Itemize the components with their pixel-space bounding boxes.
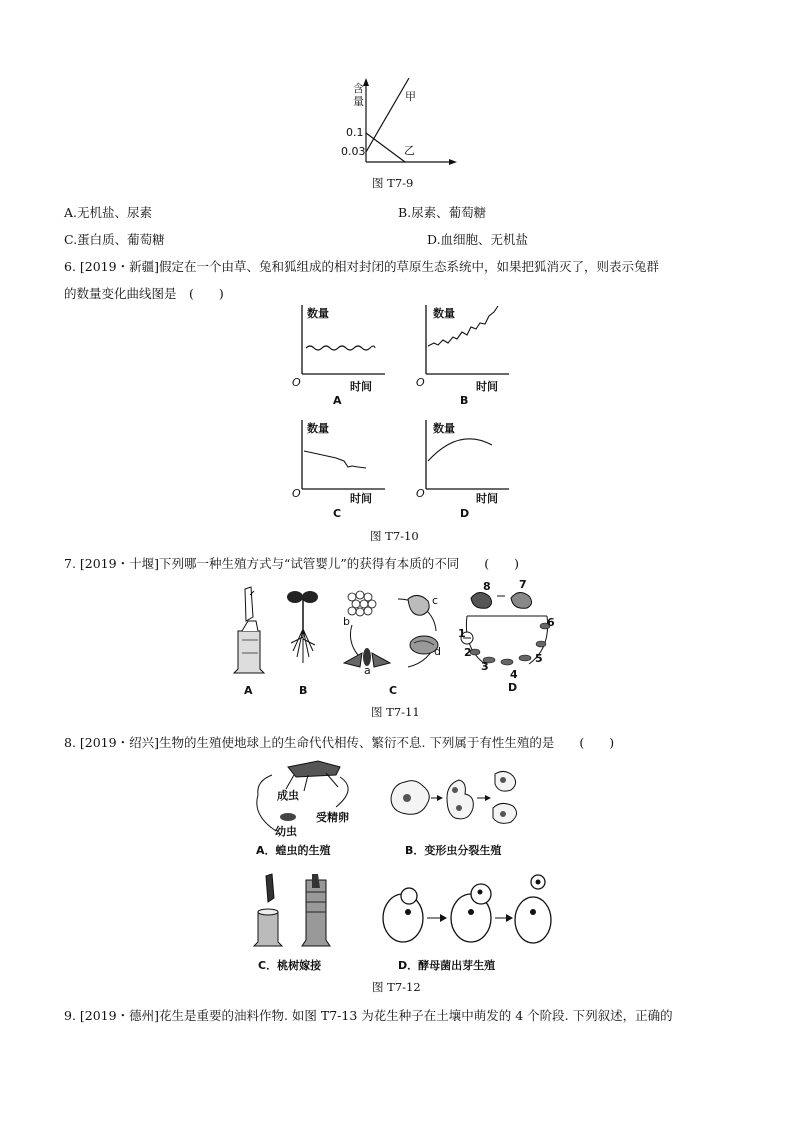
q8-label-adult: 成虫 (277, 789, 299, 802)
q6-label-c: C (333, 507, 342, 520)
q7-label-a: A (244, 684, 253, 697)
q8-label-egg: 受精卵 (316, 811, 349, 824)
q6-c-origin: O (292, 487, 301, 500)
q7-figure-a-grafting[interactable] (230, 585, 270, 677)
q5-option-b[interactable]: B.尿素、葡萄糖 (398, 205, 487, 220)
y-tick-high: 0.1 (346, 126, 364, 139)
q6-c-ylabel: 数量 (307, 422, 329, 435)
q7-c-mark-c: c (432, 594, 439, 607)
q6-a-xlabel: 时间 (350, 380, 372, 393)
q6-graph-b[interactable] (414, 300, 514, 380)
q6-d-ylabel: 数量 (433, 422, 455, 435)
q7-label-c: C (389, 684, 398, 697)
q6-a-origin: O (292, 376, 301, 389)
q7-d-mark-3: 3 (481, 660, 489, 673)
figure-caption-t7-9: 图 T7-9 (372, 176, 414, 190)
q7-d-mark-4: 4 (510, 668, 518, 681)
q5-option-a[interactable]: A.无机盐、尿素 (64, 205, 153, 220)
q6-graph-a[interactable] (290, 300, 390, 380)
q6-label-a: A (333, 394, 342, 407)
q8-figure-b-amoeba-division[interactable] (385, 768, 525, 830)
question-6-line-2: 的数量变化曲线图是 ( ) (64, 286, 224, 301)
q6-c-xlabel: 时间 (350, 492, 372, 505)
series-yi-label: 乙 (404, 144, 415, 157)
q5-option-d[interactable]: D.血细胞、无机盐 (427, 232, 529, 247)
figure-caption-t7-11: 图 T7-11 (371, 705, 420, 719)
q8-option-b[interactable]: B．变形虫分裂生殖 (405, 844, 502, 857)
q7-d-mark-2: 2 (464, 646, 472, 659)
q7-c-mark-b: b (343, 615, 350, 628)
q6-b-xlabel: 时间 (476, 380, 498, 393)
q7-c-mark-d: d (434, 645, 441, 658)
q8-option-d[interactable]: D．酵母菌出芽生殖 (398, 959, 496, 972)
q7-label-d: D (508, 681, 518, 694)
q7-d-mark-5: 5 (535, 652, 543, 665)
q7-c-mark-a: a (364, 664, 371, 677)
q8-figure-a-locust-cycle[interactable] (248, 755, 363, 840)
question-7: 7. [2019・十堰]下列哪一种生殖方式与“试管婴儿”的获得有本质的不同 ( ) (64, 556, 520, 571)
question-9: 9. [2019・德州]花生是重要的油料作物. 如图 T7-13 为花生种子在土壤中萌发的 4 个阶段. 下列叙述，正确的 (64, 1008, 673, 1023)
q6-label-d: D (460, 507, 470, 520)
q8-option-a[interactable]: A．蝗虫的生殖 (256, 844, 331, 857)
q8-option-c[interactable]: C．桃树嫁接 (258, 959, 322, 972)
q6-b-ylabel: 数量 (433, 307, 455, 320)
y-axis-label-top: 含 (353, 82, 364, 95)
q7-d-mark-6: 6 (547, 616, 555, 629)
q7-d-mark-1: 1 (458, 627, 466, 640)
q5-option-c[interactable]: C.蛋白质、葡萄糖 (64, 232, 165, 247)
q6-graph-d[interactable] (414, 415, 514, 495)
y-tick-low: 0.03 (341, 145, 366, 158)
question-8: 8. [2019・绍兴]生物的生殖使地球上的生命代代相传、繁衍不息. 下列属于有性生殖的是 ( ) (64, 735, 615, 750)
figure-caption-t7-10: 图 T7-10 (370, 529, 419, 543)
q6-d-origin: O (416, 487, 425, 500)
question-6-line-1: 6. [2019・新疆]假定在一个由草、兔和狐组成的相对封闭的草原生态系统中，如果把狐消灭了，则表示兔群 (64, 259, 659, 274)
q8-figure-c-peach-grafting[interactable] (250, 872, 342, 950)
q7-figure-b-seedling[interactable] (283, 587, 323, 677)
q8-figure-d-yeast-budding[interactable] (375, 872, 555, 948)
q6-graph-c[interactable] (290, 415, 390, 495)
series-jia-line (366, 78, 409, 152)
q7-d-mark-8: 8 (483, 580, 491, 593)
y-axis-label-bottom: 量 (353, 95, 364, 108)
series-yi-line (366, 133, 405, 162)
q8-label-nymph: 幼虫 (275, 825, 297, 838)
q6-d-xlabel: 时间 (476, 492, 498, 505)
q7-label-b: B (299, 684, 308, 697)
q6-label-b: B (460, 394, 469, 407)
q6-b-origin: O (416, 376, 425, 389)
series-jia-label: 甲 (405, 90, 416, 103)
figure-caption-t7-12: 图 T7-12 (372, 980, 421, 994)
q7-d-mark-7: 7 (519, 578, 527, 591)
q6-a-ylabel: 数量 (307, 307, 329, 320)
